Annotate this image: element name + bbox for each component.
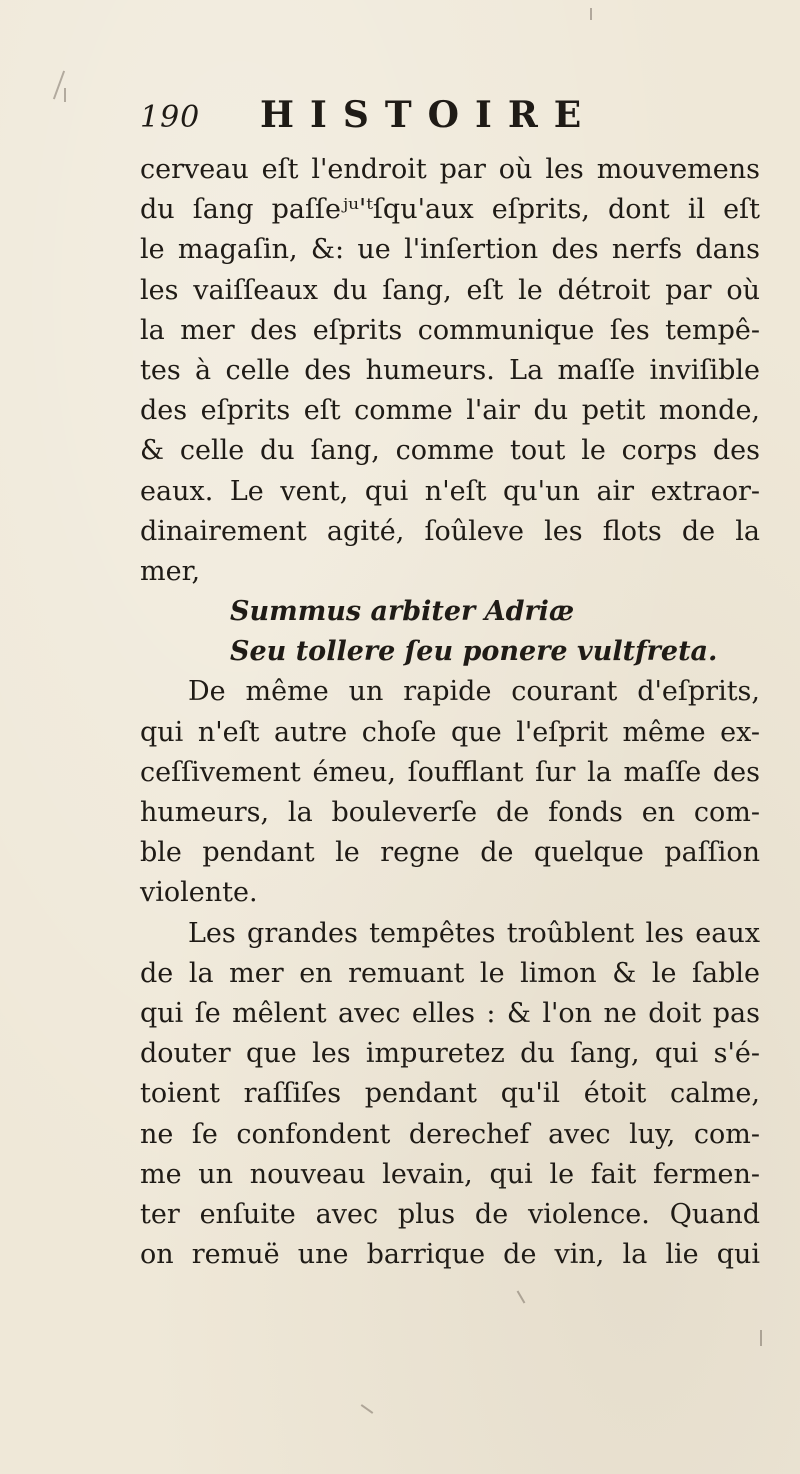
- text-line: qui n'eſt autre choſe que l'eſprit même ex-: [140, 716, 760, 748]
- page-number: 190: [140, 100, 201, 135]
- text-line: ter enſuite avec plus de violence. Quand: [140, 1198, 760, 1230]
- text-line: des eſprits eſt comme l'air du petit monde,: [140, 395, 760, 427]
- text-line: dinairement agité, ſoûleve les flots de la: [140, 515, 760, 547]
- text-line: douter que les impuretez du ſang, qui s'é-: [140, 1038, 760, 1070]
- text-line: les vaiſſeaux du ſang, eſt le détroit par où: [140, 274, 760, 306]
- text-line: me un nouveau levain, qui le fait fermen-: [140, 1158, 760, 1190]
- text-line: ble pendant le regne de quelque paſſion: [140, 837, 760, 869]
- text-line: Les grandes tempêtes troûblent les eaux: [188, 917, 760, 949]
- text-line: qui ſe mêlent avec elles : & l'on ne doit pas: [140, 997, 760, 1029]
- text-line: cerveau eſt l'endroit par où les mouvemens: [140, 154, 760, 185]
- text-line: toient raſſiſes pendant qu'il étoit calme,: [140, 1078, 760, 1110]
- text-line: humeurs, la bouleverſe de fonds en com-: [140, 797, 760, 828]
- text-line: le magaſin, &: ue l'inſertion des nerfs dans: [140, 234, 760, 266]
- text-line: De même un rapide courant d'eſprits,: [188, 676, 760, 708]
- text-line: ne ſe confondent derechef avec luy, com-: [140, 1118, 760, 1150]
- text-line: de la mer en remuant le limon & le ſable: [140, 957, 760, 989]
- text-line: tes à celle des humeurs. La maſſe inviſible: [140, 354, 760, 386]
- running-title: HISTOIRE: [260, 94, 598, 136]
- text-line: eaux. Le vent, qui n'eſt qu'un air extraor-: [140, 475, 760, 507]
- page-header: [140, 88, 760, 148]
- text-line: du ſang paſſe͏ʲᵘ'ᵗſqu'aux eſprits, dont il eſt: [140, 194, 760, 226]
- text-line: violente.: [140, 877, 258, 909]
- text-line: mer,: [140, 555, 201, 587]
- paper-speck: [590, 8, 592, 20]
- paper-speck: [760, 1330, 762, 1346]
- paper-speck: [64, 88, 66, 102]
- text-line: on remuë une barrique de vin, la lie qui: [140, 1239, 760, 1271]
- text-line: la mer des eſprits communique ſes tempê-: [140, 314, 760, 346]
- text-line: ceſſivement émeu, ſoufflant ſur la maſſe des: [140, 756, 760, 788]
- text-line: & celle du ſang, comme tout le corps des: [140, 435, 760, 467]
- verse-line: Seu tollere ſeu ponere vultfreta.: [230, 636, 718, 668]
- paper-speck: [517, 1290, 526, 1303]
- verse-line: Summus arbiter Adriæ: [230, 596, 575, 628]
- paper-speck: [361, 1404, 374, 1414]
- body-text: [140, 150, 760, 1275]
